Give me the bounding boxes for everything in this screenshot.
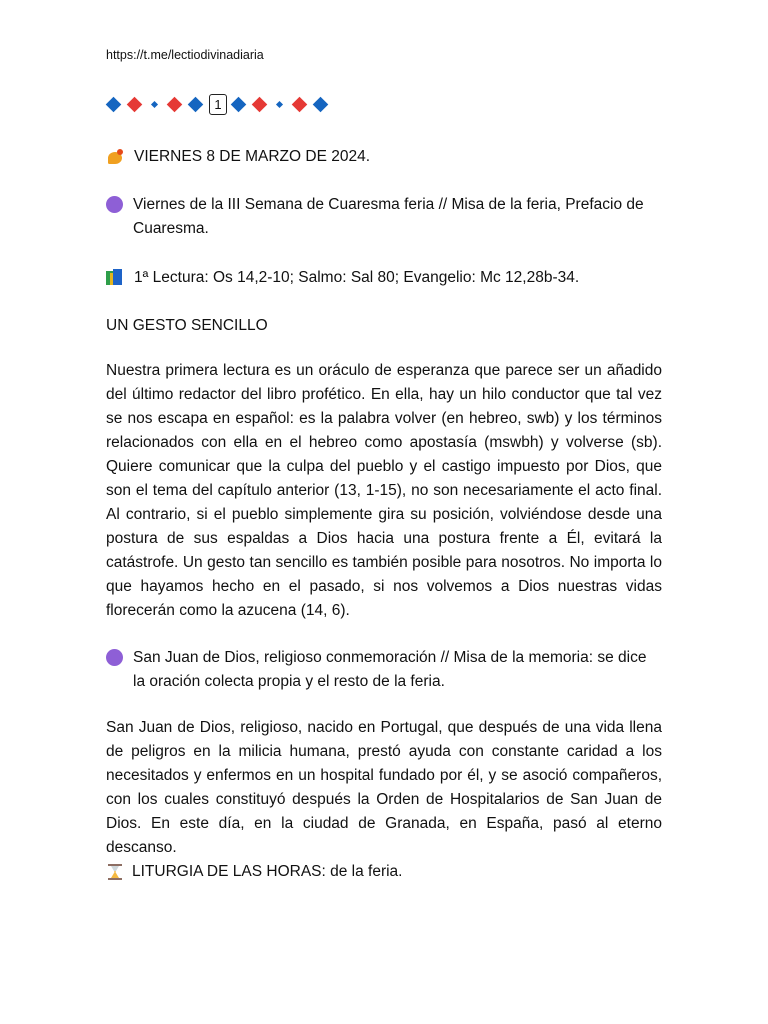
liturgia-line (106, 860, 662, 884)
readings-line (106, 266, 662, 290)
small-blue-diamond-icon (151, 100, 158, 107)
memoria-text: San Juan de Dios, religioso conmemoración // Misa de la memoria: se dice la oración colecta propia y el resto de la feria. (133, 649, 647, 690)
blue-diamond-icon (231, 96, 247, 112)
hourglass-icon (108, 863, 122, 881)
blue-diamond-icon (188, 96, 204, 112)
blue-diamond-icon (106, 96, 122, 112)
red-diamond-icon (167, 96, 183, 112)
keycap-number-icon: 1 (209, 94, 227, 115)
party-horn-icon (106, 148, 124, 166)
books-icon (106, 269, 124, 287)
saint-paragraph: San Juan de Dios, religioso, nacido en Portugal, que después de una vida llena de peligros en la milicia humana, prestó ayuda con constante caridad a los necesitados y enfermos en un hospital fundado por él, y se asoció compañeros, con los cuales constituyó después la Orden de Hospitalarios de San Juan de Dios. En este día, en la ciudad de Granada, en España, pasó al eterno descanso. (106, 719, 662, 856)
red-diamond-icon (292, 96, 308, 112)
red-diamond-icon (252, 96, 268, 112)
small-blue-diamond-icon (276, 100, 283, 107)
blue-diamond-icon (313, 96, 329, 112)
feria-text: Viernes de la III Semana de Cuaresma feria // Misa de la feria, Prefacio de Cuaresma. (133, 196, 644, 237)
readings-text: 1ª Lectura: Os 14,2-10; Salmo: Sal 80; Evangelio: Mc 12,28b-34. (134, 269, 580, 286)
date-text: VIERNES 8 DE MARZO DE 2024. (134, 148, 371, 165)
liturgia-text: LITURGIA DE LAS HORAS: de la feria. (132, 863, 403, 880)
purple-circle-icon (106, 196, 123, 213)
section-heading: UN GESTO SENCILLO (106, 317, 268, 334)
red-diamond-icon (127, 96, 143, 112)
feria-line (106, 193, 662, 241)
ornament-divider (108, 94, 336, 114)
memoria-line (106, 646, 662, 694)
telegram-link[interactable]: https://t.me/lectiodivinadiaria (106, 48, 264, 62)
reflection-paragraph: Nuestra primera lectura es un oráculo de esperanza que parece ser un añadido del último redactor del libro profético. En ella, hay un hilo conductor que tal vez se nos escapa en español: es la palabra volver (en hebreo, swb) y los términos relacionados con ella en el hebreo como apostasía (mswbh) y volverse (sb). Quiere comunicar que la culpa del pueblo y el castigo impuesto por Dios, que son el tema del capítulo anterior (13, 1-15), no son necesariamente el acto final. Al contrario, si el pueblo simplemente gira su posición, volviéndose desde una postura de sus espaldas a Dios hacia una postura frente a Él, evitará la catástrofe. Un gesto tan sencillo es también posible para nosotros. No importa lo que hayamos hecho en el pasado, si nos volvemos a Dios nuestras vidas florecerán como la azucena (14, 6). (106, 362, 662, 619)
date-line (106, 145, 662, 169)
purple-circle-icon (106, 649, 123, 666)
